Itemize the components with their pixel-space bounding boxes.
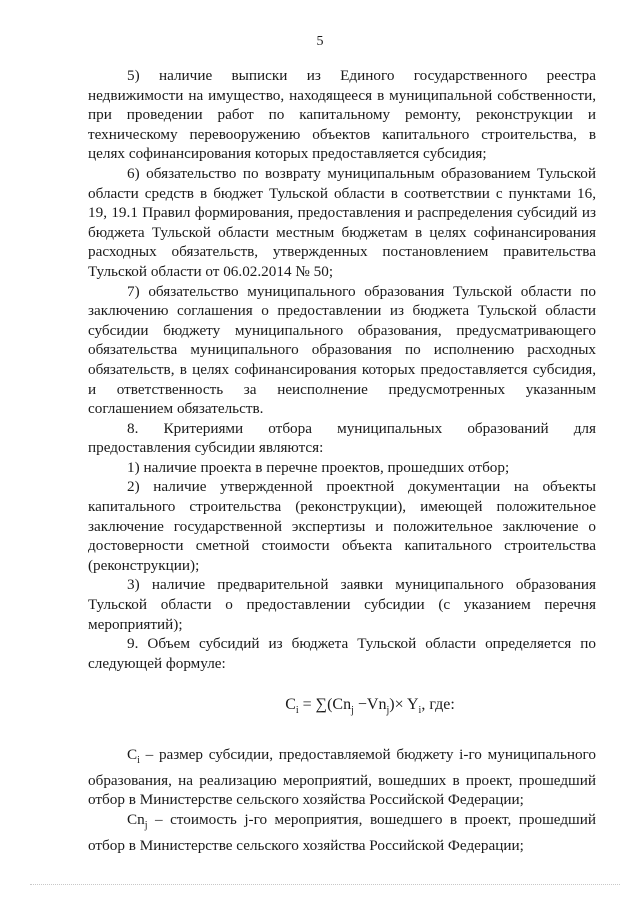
definition-term-sub: j: [144, 820, 148, 832]
paragraph-section-8: 8. Критериями отбора муниципальных образований для предоставления субсидии являются:: [88, 419, 596, 457]
paragraph-item-5: 5) наличие выписки из Единого государственного реестра недвижимости на имущество, находящееся в муниципальной собственности, при проведении работ по капитальному ремонту, реконструкции и техническому перевооружению объектов капитального строительства, в целях софинансирования которых предоставляется субсидия;: [88, 67, 596, 163]
definition-text: – размер субсидии, предоставляемой бюджету i-го муниципального образования, на реализацию мероприятий, вошедших в проект, прошедший отбор в Министерстве сельского хозяйства Российской Федерации;: [88, 746, 596, 809]
page-number: 5: [316, 34, 324, 49]
paragraph-item-6: 6) обязательство по возврату муниципальным образованием Тульской области средств в бюджет Тульской области в соответствии с пунктами 16, 19, 19.1 Правил формирования, предоставления и распределения субсидий из бюджета Тульской области местным бюджетам в целях софинансирования расходных обязательств, утвержденных постановлением правительства Тульской области от 06.02.2014 № 50;: [88, 164, 596, 280]
definition-term: Cn: [127, 811, 145, 828]
definition-ci: [88, 745, 596, 810]
formula-sub-j1: j: [351, 705, 354, 717]
paragraph-section-9: 9. Объем субсидий из бюджета Тульской области определяется по следующей формуле:: [88, 635, 596, 672]
paragraph-criterion-3: 3) наличие предварительной заявки муниципального образования Тульской области о предоставлении субсидии (с указанием перечня мероприятий);: [88, 576, 596, 633]
document-body: [88, 66, 596, 855]
formula-sub-j2: j: [386, 705, 390, 717]
formula-sub-i: i: [418, 705, 422, 717]
formula-tail: , где:: [421, 696, 455, 714]
subsidy-formula: [144, 695, 596, 721]
formula-lhs: C: [285, 696, 296, 714]
definition-text: – стоимость j-го мероприятия, вошедшего в проект, прошедший отбор в Министерстве сельского хозяйства Российской Федерации;: [88, 811, 596, 854]
definition-term-sub: i: [137, 755, 140, 767]
formula-lhs-sub: i: [295, 705, 299, 717]
paragraph-item-7: 7) обязательство муниципального образования Тульской области по заключению соглашения о предоставлении из бюджета Тульской области субсидии бюджету муниципального образования, предусматривающего обязательства муниципального образования по исполнению расходных обязательств, в целях софинансирования которых предоставляется субсидия, и ответственность за неисполнение предусмотренных указанным соглашением обязательств.: [88, 282, 596, 418]
definition-cnj: [88, 810, 596, 855]
scan-footer-artifact: [30, 884, 620, 886]
formula-times: )× Y: [389, 696, 419, 714]
formula-sum: = ∑(Cn: [298, 696, 352, 714]
paragraph-criterion-2: 2) наличие утвержденной проектной документации на объекты капитального строительства (реконструкции), имеющей положительное заключение государственной экспертизы и положительное заключение о достоверности сметной стоимости объекта капитального строительства (реконструкции);: [88, 478, 596, 574]
definition-term: C: [127, 746, 138, 764]
formula-minus: −Vn: [353, 696, 387, 714]
paragraph-criterion-1: 1) наличие проекта в перечне проектов, прошедших отбор;: [127, 458, 510, 476]
